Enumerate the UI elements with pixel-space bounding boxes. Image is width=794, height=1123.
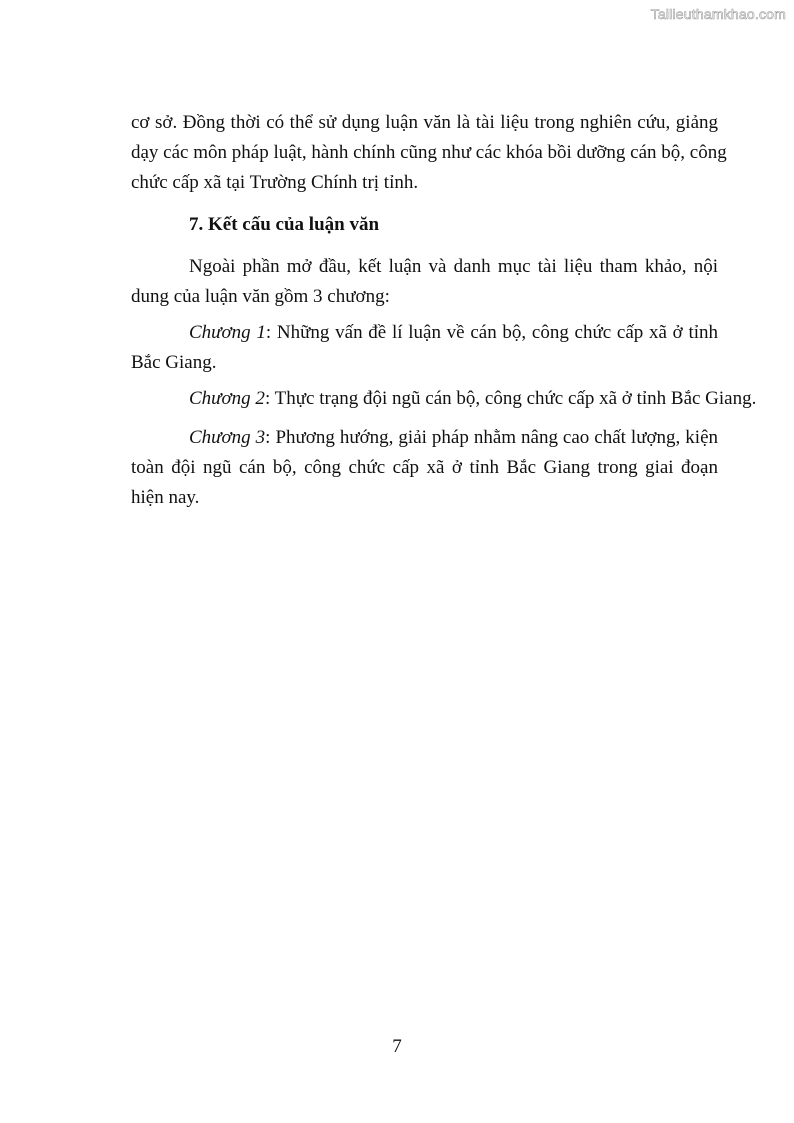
paragraph-line: toàn đội ngũ cán bộ, công chức cấp xã ở tỉnh Bắc Giang trong giai đoạn (131, 457, 718, 478)
chapter-description: : Phương hướng, giải pháp nhằm nâng cao chất lượng, kiện (265, 427, 718, 448)
chapter-3-paragraph (131, 423, 718, 513)
chapter-label: Chương 1 (189, 322, 266, 343)
chapter-label: Chương 3 (189, 427, 266, 448)
structure-paragraph (131, 252, 718, 312)
paragraph-line: dung của luận văn gồm 3 chương: (131, 286, 390, 307)
document-body (131, 108, 757, 519)
paragraph-line (131, 318, 718, 348)
section-heading: 7. Kết cấu của luận văn (189, 214, 380, 235)
chapter-label: Chương 2 (189, 388, 265, 409)
paragraph-line: hiện nay. (131, 487, 200, 508)
paragraph-line: chức cấp xã tại Trường Chính trị tỉnh. (131, 172, 419, 193)
chapter-description: : Thực trạng đội ngũ cán bộ, công chức cấp xã ở tỉnh Bắc Giang. (264, 388, 757, 409)
paragraph-line: Bắc Giang. (131, 352, 217, 373)
paragraph-line (131, 423, 718, 453)
chapter-1-paragraph (131, 318, 718, 378)
paragraph-line: Ngoài phần mở đầu, kết luận và danh mục tài liệu tham khảo, nội (189, 256, 718, 277)
paragraph-line: dạy các môn pháp luật, hành chính cũng như các khóa bồi dưỡng cán bộ, công (131, 142, 727, 163)
intro-paragraph (131, 108, 727, 198)
page-number: 7 (392, 1036, 402, 1057)
paragraph-line (131, 384, 757, 414)
chapter-2-paragraph (131, 384, 757, 414)
paragraph-line: cơ sở. Đồng thời có thể sử dụng luận văn là tài liệu trong nghiên cứu, giảng (131, 112, 718, 133)
watermark: Tailieuthamkhao.com (650, 6, 786, 22)
chapter-description: : Những vấn đề lí luận về cán bộ, công chức cấp xã ở tỉnh (265, 322, 718, 343)
